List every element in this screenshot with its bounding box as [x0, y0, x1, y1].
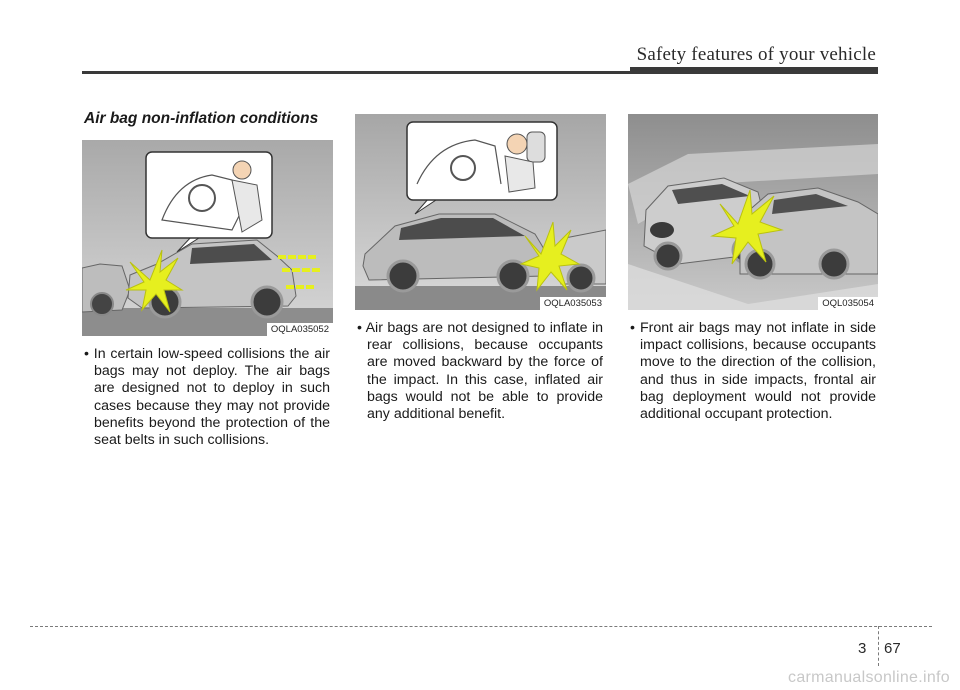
page-number: 67: [884, 640, 901, 657]
footer-rule: [30, 626, 932, 627]
figure-side-collision: [628, 114, 878, 310]
figure-rear-collision: [355, 114, 606, 310]
figure-code: OQL035054: [818, 297, 878, 310]
bullet-low-speed: • In certain low-speed collisions the air bags may not deploy. The air bags are designed not to deploy in such cases because they may not provide benefits beyond the protection of the seat belts in such collisions.: [84, 346, 330, 449]
section-title: Air bag non-inflation conditions: [84, 110, 319, 127]
figure-code: OQLA035052: [267, 323, 333, 336]
rear-collision-illustration: [355, 114, 606, 310]
bullet-rear-collision: • Air bags are not designed to inflate in rear collisions, because occupants are moved backward by the force of the impact. In this case, inflated air bags would not be able to provide any additional benefit.: [357, 320, 603, 423]
bullet-side-impact: • Front air bags may not inflate in side impact collisions, because occupants move to the direction of the collision, and thus in side impacts, frontal air bag deployment would not provide additional occupant protection.: [630, 320, 876, 423]
figure-code: OQLA035053: [540, 297, 606, 310]
watermark: carmanualsonline.info: [788, 669, 950, 686]
side-collision-illustration: [628, 114, 878, 310]
page-header-title: Safety features of your vehicle: [636, 44, 876, 65]
page-chapter: 3: [858, 640, 867, 657]
footer-divider: [878, 626, 879, 666]
figure-low-speed-collision: [82, 140, 333, 336]
header-rule-accent: [630, 67, 878, 73]
low-speed-collision-illustration: [82, 140, 333, 336]
